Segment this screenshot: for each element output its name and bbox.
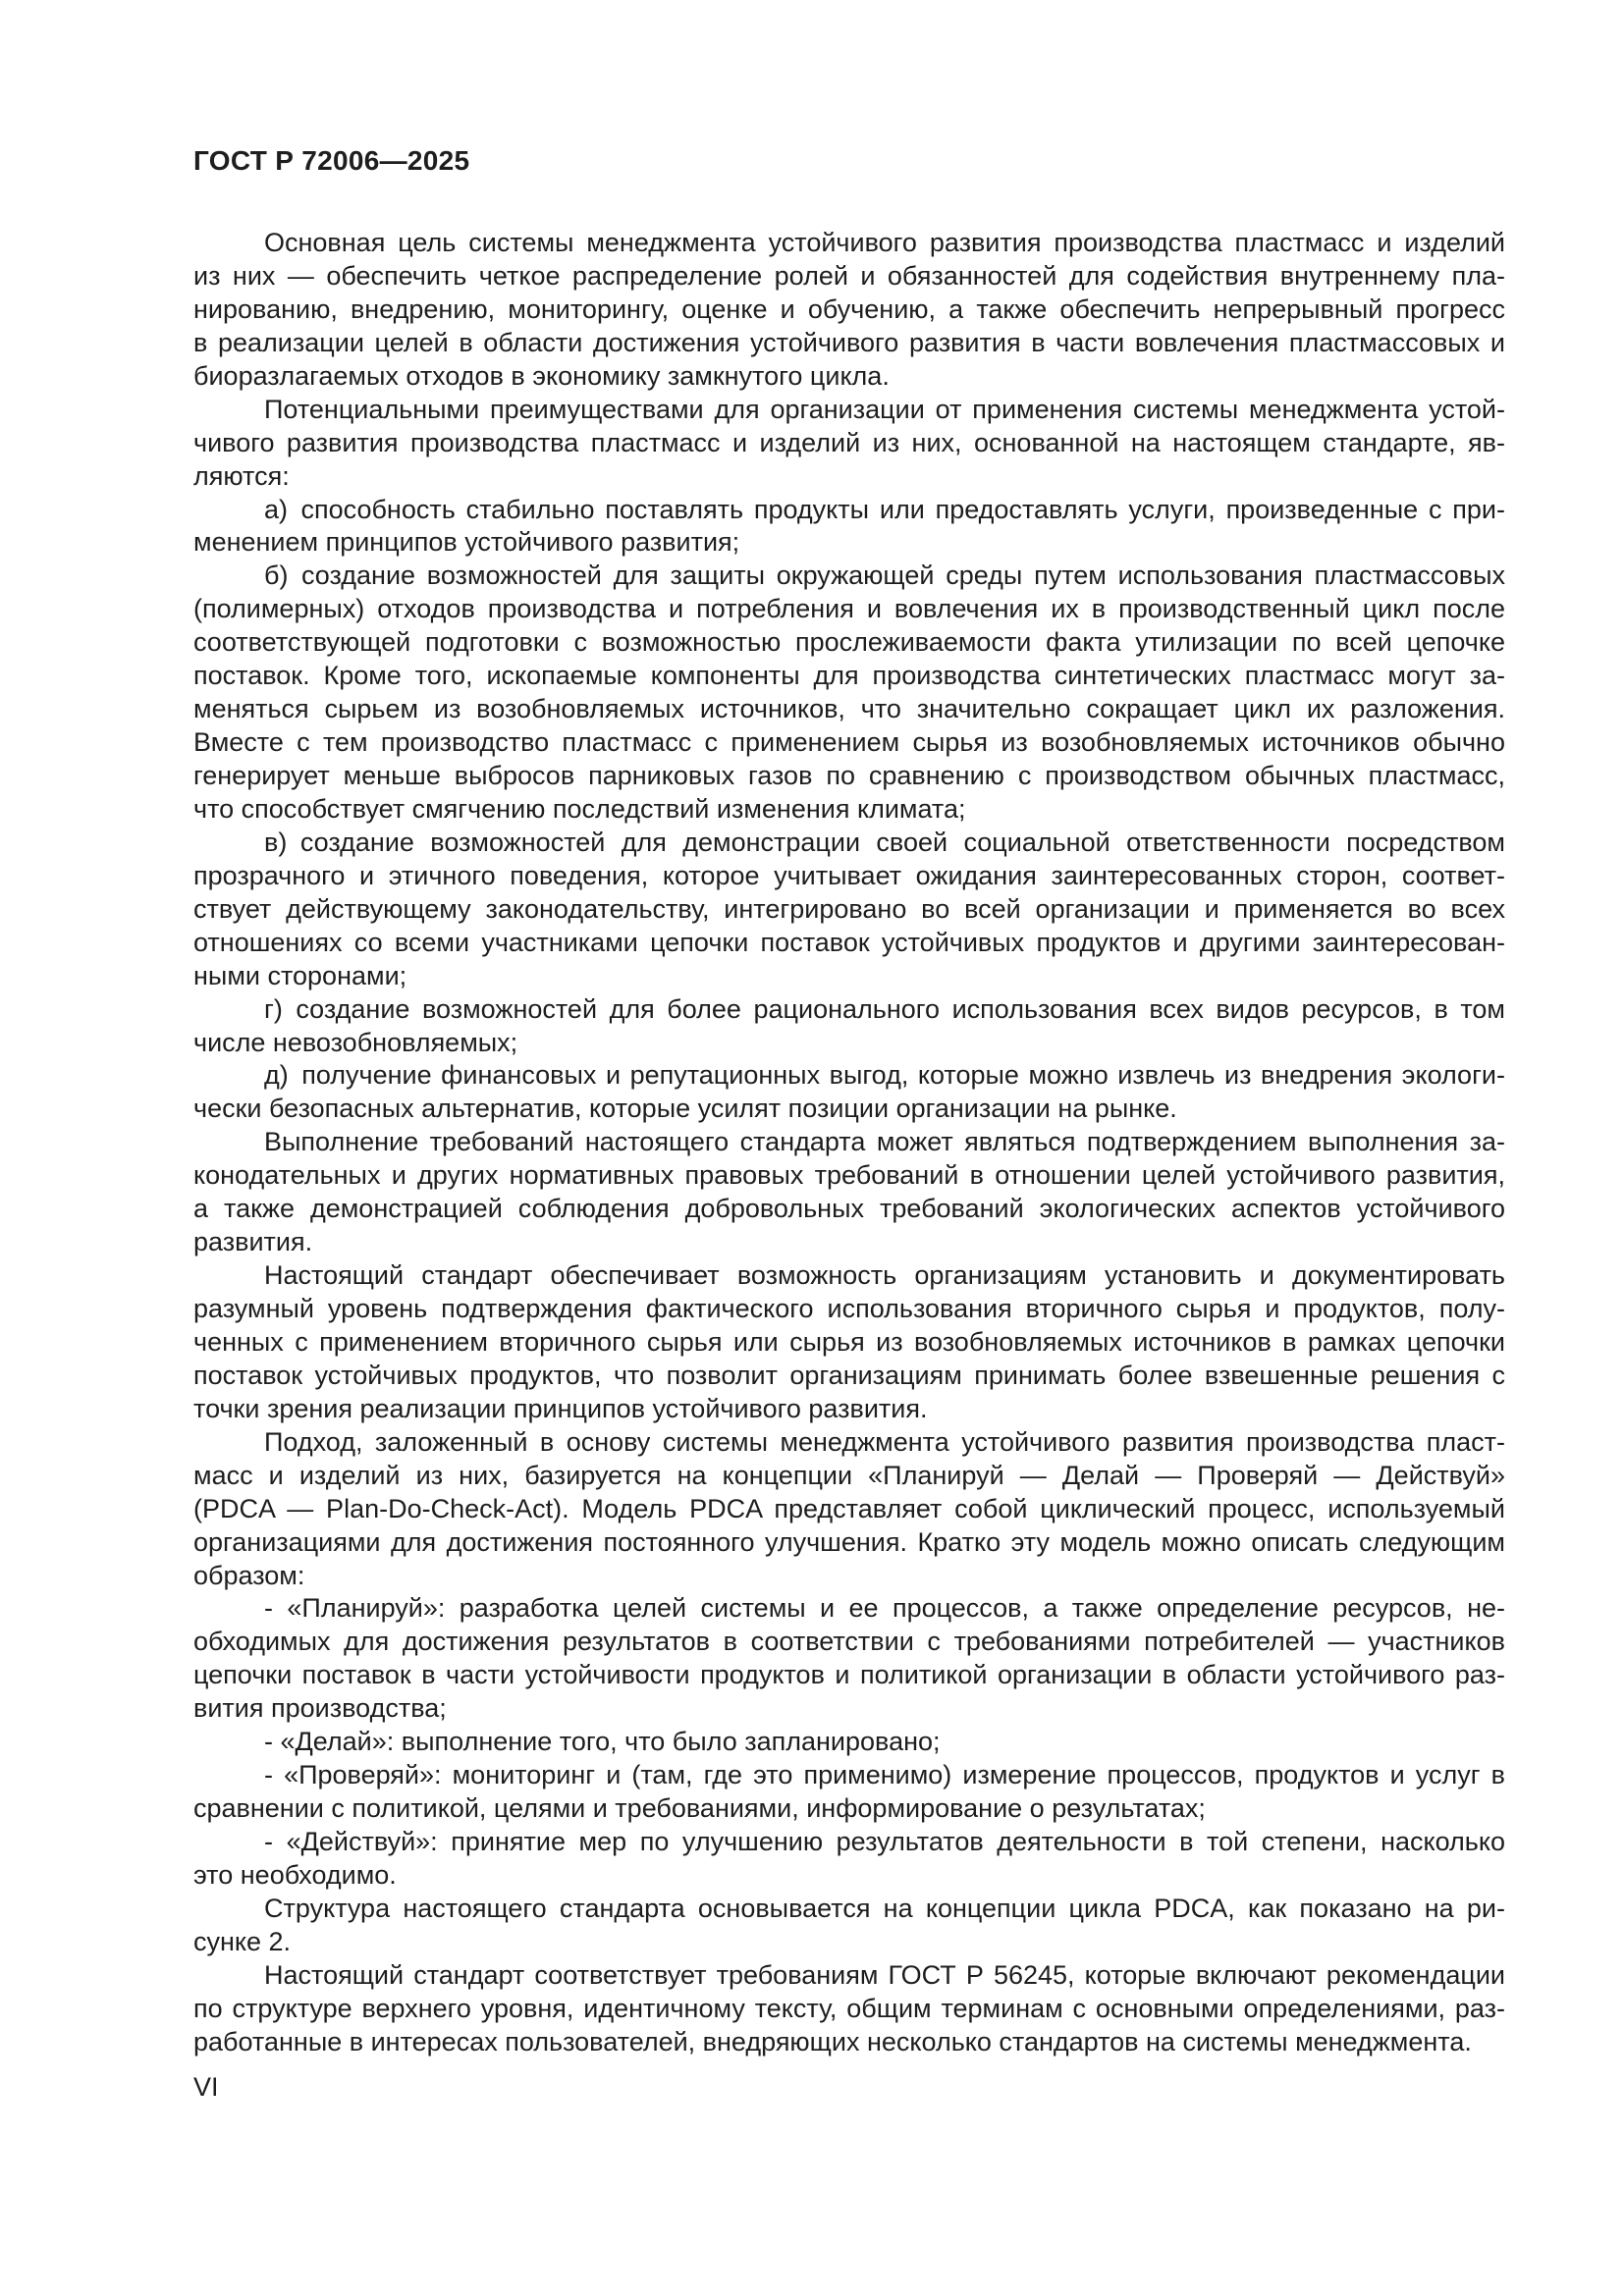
paragraph bbox=[193, 1826, 1505, 1893]
text-line: что способствует смягчению последствий изменения климата; bbox=[193, 793, 966, 824]
text-line: масс и изделий из них, базируется на концепции «Планируй — Делай — Проверяй — Действуй» bbox=[193, 1460, 1505, 1490]
text-line: Структура настоящего стандарта основывается на концепции цикла PDCA, как показано на ри- bbox=[264, 1893, 1505, 1923]
text-line: числе невозобновляемых; bbox=[193, 1027, 518, 1057]
text-line: отношениях со всеми участниками цепочки поставок устойчивых продуктов и другими заинтересован- bbox=[193, 927, 1505, 957]
paragraph bbox=[193, 1759, 1505, 1826]
page-number: VI bbox=[193, 2072, 219, 2102]
text-line: (PDCA — Plan-Do-Check-Act). Модель PDCA представляет собой циклический процесс, используемый bbox=[193, 1493, 1505, 1523]
text-line: - «Действуй»: принятие мер по улучшению результатов деятельности в той степени, насколько bbox=[264, 1827, 1505, 1856]
text-line: из них — обеспечить четкое распределение ролей и обязанностей для содействия внутреннему пла- bbox=[193, 260, 1505, 291]
text-line: д) получение финансовых и репутационных выгод, которые можно извлечь из внедрения экологи- bbox=[264, 1060, 1505, 1091]
text-line: Вместе с тем производство пластмасс с применением сырья из возобновляемых источников обычно bbox=[193, 727, 1505, 758]
paragraph bbox=[193, 227, 1505, 394]
text-line: вития производства; bbox=[193, 1693, 447, 1724]
text-line: в реализации целей в области достижения устойчивого развития в части вовлечения пластмассовых и bbox=[193, 327, 1505, 357]
text-line: Настоящий стандарт обеспечивает возможность организациям установить и документировать bbox=[264, 1260, 1505, 1291]
text-line: ченных с применением вторичного сырья или сырья из возобновляемых источников в рамках цепочки bbox=[193, 1326, 1505, 1357]
paragraph bbox=[193, 1259, 1505, 1426]
text-line: работанные в интересах пользователей, внедряющих несколько стандартов на системы менеджмента. bbox=[193, 2026, 1472, 2056]
text-line: менением принципов устойчивого развития; bbox=[193, 527, 740, 558]
text-line: - «Проверяй»: мониторинг и (там, где это применимо) измерение процессов, продуктов и услуг в bbox=[264, 1760, 1505, 1790]
text-line: ными сторонами; bbox=[193, 960, 407, 990]
text-line: в) создание возможностей для демонстрации своей социальной ответственности посредством bbox=[264, 827, 1505, 857]
text-line: а также демонстрацией соблюдения добровольных требований экологических аспектов устойчивого bbox=[193, 1194, 1505, 1224]
paragraph bbox=[193, 993, 1505, 1060]
text-line: Потенциальными преимуществами для организации от применения системы менеджмента устой- bbox=[264, 394, 1505, 424]
text-line: - «Делай»: выполнение того, что было запланировано; bbox=[264, 1727, 941, 1757]
text-line: генерирует меньше выбросов парниковых газов по сравнению с производством обычных пластмасс, bbox=[193, 761, 1505, 790]
paragraph bbox=[193, 1893, 1505, 1959]
text-line: б) создание возможностей для защиты окружающей среды путем использования пластмассовых bbox=[264, 561, 1505, 591]
text-line: Настоящий стандарт соответствует требованиям ГОСТ Р 56245, которые включают рекомендации bbox=[264, 1959, 1505, 1990]
text-line: Основная цель системы менеджмента устойчивого развития производства пластмасс и изделий bbox=[264, 228, 1505, 257]
body-text bbox=[193, 227, 1505, 2059]
text-line: обходимых для достижения результатов в соответствии с требованиями потребителей — участников bbox=[193, 1627, 1505, 1657]
text-line: ляются: bbox=[193, 460, 290, 491]
text-line: нированию, внедрению, мониторингу, оценке и обучению, а также обеспечить непрерывный прогресс bbox=[193, 294, 1505, 324]
text-line: ствует действующему законодательству, интегрировано во всей организации и применяется во всех bbox=[193, 893, 1505, 924]
text-line: г) создание возможностей для более рационального использования всех видов ресурсов, в том bbox=[264, 993, 1505, 1024]
text-line: развития. bbox=[193, 1227, 313, 1257]
paragraph bbox=[193, 1059, 1505, 1126]
document-code-header: ГОСТ Р 72006—2025 bbox=[193, 145, 470, 176]
paragraph bbox=[193, 1726, 1505, 1759]
text-line: разумный уровень подтверждения фактического использования вторичного сырья и продуктов, полу- bbox=[193, 1294, 1505, 1323]
text-line: образом: bbox=[193, 1560, 305, 1590]
text-line: это необходимо. bbox=[193, 1859, 397, 1890]
text-line: сунке 2. bbox=[193, 1926, 292, 1956]
text-line: точки зрения реализации принципов устойчивого развития. bbox=[193, 1393, 928, 1423]
text-line: биоразлагаемых отходов в экономику замкнутого цикла. bbox=[193, 360, 890, 391]
text-line: чески безопасных альтернатив, которые усилят позиции организации на рынке. bbox=[193, 1094, 1177, 1124]
text-line: поставок устойчивых продуктов, что позволит организациям принимать более взвешенные решения с bbox=[193, 1360, 1505, 1390]
paragraph bbox=[193, 1126, 1505, 1259]
paragraph bbox=[193, 1426, 1505, 1593]
text-line: меняться сырьем из возобновляемых источников, что значительно сокращает цикл их разложения. bbox=[193, 694, 1505, 724]
text-line: - «Планируй»: разработка целей системы и ее процессов, а также определение ресурсов, не- bbox=[264, 1593, 1505, 1624]
text-line: Выполнение требований настоящего стандарта может являться подтверждением выполнения за- bbox=[264, 1127, 1505, 1157]
text-line: прозрачного и этичного поведения, которое учитывает ожидания заинтересованных сторон, соответ- bbox=[193, 860, 1505, 890]
text-line: соответствующей подготовки с возможностью прослеживаемости факта утилизации по всей цепочке bbox=[193, 627, 1505, 658]
text-line: а) способность стабильно поставлять продукты или предоставлять услуги, произведенные с при- bbox=[264, 494, 1505, 524]
text-line: сравнении с политикой, целями и требованиями, информирование о результатах; bbox=[193, 1793, 1206, 1824]
paragraph bbox=[193, 560, 1505, 827]
text-line: организациями для достижения постоянного улучшения. Кратко эту модель можно описать следующим bbox=[193, 1526, 1505, 1557]
text-line: поставок. Кроме того, ископаемые компоненты для производства синтетических пластмасс могут за- bbox=[193, 661, 1505, 691]
paragraph bbox=[193, 394, 1505, 494]
paragraph bbox=[193, 827, 1505, 993]
text-line: Подход, заложенный в основу системы менеджмента устойчивого развития производства пласт- bbox=[264, 1426, 1505, 1457]
text-line: по структуре верхнего уровня, идентичному тексту, общим терминам с основными определениями, раз- bbox=[193, 1993, 1505, 2023]
paragraph bbox=[193, 494, 1505, 561]
text-line: конодательных и других нормативных правовых требований в отношении целей устойчивого развития, bbox=[193, 1160, 1505, 1191]
text-line: чивого развития производства пластмасс и изделий из них, основанной на настоящем стандарте, яв- bbox=[193, 427, 1505, 457]
paragraph bbox=[193, 1592, 1505, 1726]
text-line: (полимерных) отходов производства и потребления и вовлечения их в производственный цикл после bbox=[193, 594, 1505, 624]
paragraph bbox=[193, 1959, 1505, 2059]
text-line: цепочки поставок в части устойчивости продуктов и политикой организации в области устойчивого раз- bbox=[193, 1660, 1505, 1690]
